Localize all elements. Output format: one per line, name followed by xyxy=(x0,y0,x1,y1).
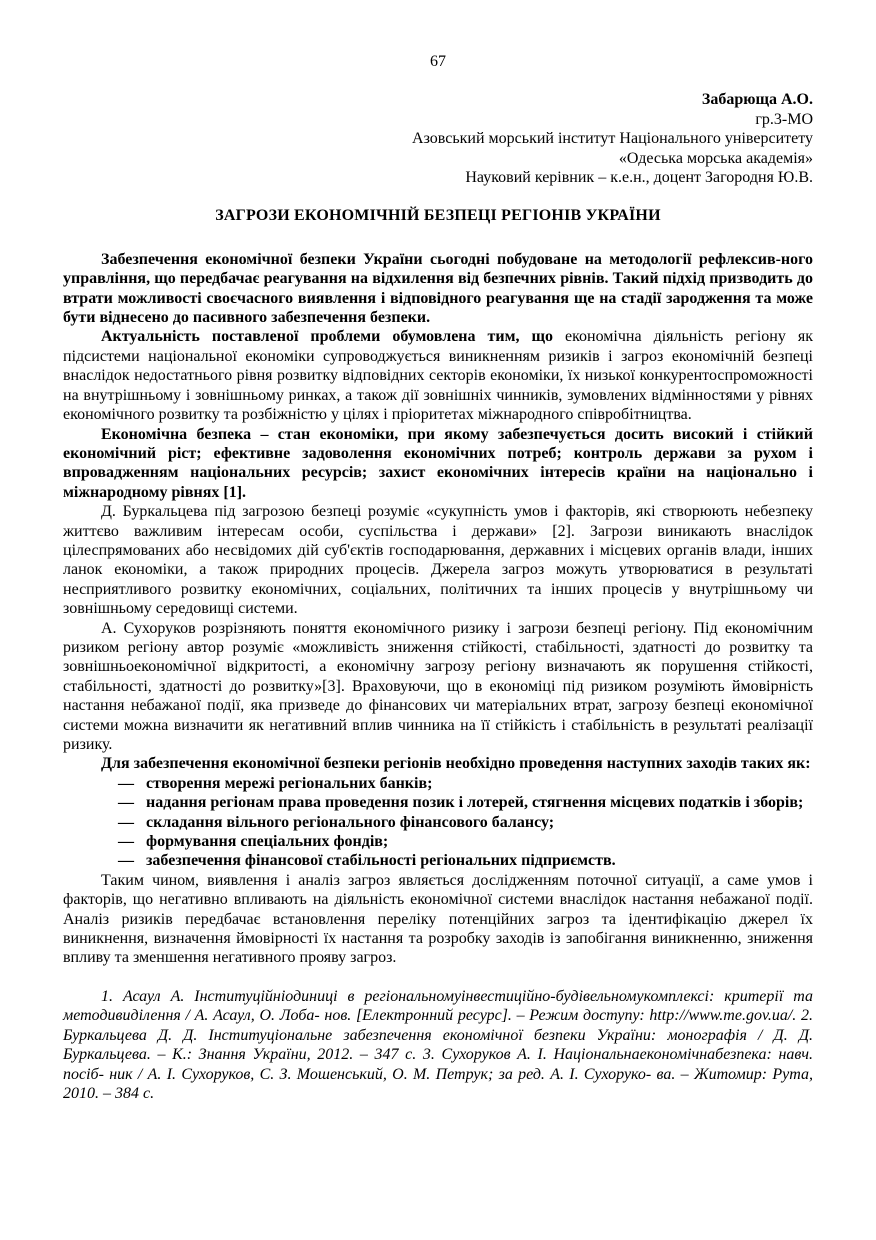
author-group: гр.3-МО xyxy=(755,110,813,128)
list-item xyxy=(63,774,813,793)
list-item xyxy=(63,851,813,870)
references: 1. Асаул А. Інституційніодиниці в регіональномуінвестиційно-будівельномукомплексі: критерії та методивиділення / А. Асаул, О. Лоба- нов. [Електронний ресурс]. – Режим доступу: http://www.me.gov.ua/. 2. Буркальцева Д. Д. Інституціональне забезпечення економічної безпеки України: монографія / Д. Д. Буркальцева. – К.: Знання України, 2012. – 347 с. 3. Сухоруков А. І. Національнаекономічнабезпека: навч. посіб- ник / А. І. Сухоруков, С. З. Мошенський, О. М. Петрук; за ред. А. І. Сухоруко- ва. – Житомир: Рута, 2010. – 384 с. xyxy=(63,987,813,1102)
list-item xyxy=(63,832,813,851)
dash-bullet: — xyxy=(118,813,134,831)
dash-bullet: — xyxy=(118,794,134,812)
paragraph-definition: Економічна безпека – стан економіки, при якому забезпечується досить високий і стійкий економічний ріст; ефективне задоволення економічних потреб; контроль держави за рухом і впровадженням національних ресурсів; захист економічних інтересів країни на національно і міжнародному рівнях [1]. xyxy=(63,425,813,501)
paragraph-measures-lead: Для забезпечення економічної безпеки регіонів необхідно проведення наступних заходів таких як: xyxy=(101,755,811,773)
list-item-text: формування спеціальних фондів; xyxy=(146,833,389,851)
paragraph-intro: Забезпечення економічної безпеки України сьогодні побудоване на методології рефлексив-ного управління, що передбачає реагування на відхилення від безпечних рівнів. Такий підхід призводить до втрати можливості своєчасного виявлення і відповідного реагування ще на стадії зародження та може бути віднесено до пасивного забезпечення безпеки. xyxy=(63,250,813,327)
page-number: 67 xyxy=(430,53,446,70)
paragraph-relevance-rest: економічна діяльність регіону як підсистеми національної економіки супроводжується виникненням ризиків і загроз економічній безпеці внаслідок недостатнього рівня розвитку відповідних секторів економіки, їх низької конкурентоспроможності на внутрішньому і зовнішньому ринках, а також дії зовнішніх чинників, зумовлених відмінностями у рівнях економічного розвитку та розбіжністю у цілях і пріоритетах міжнародного співробітництва. xyxy=(63,328,814,424)
list-item-text: створення мережі регіональних банків; xyxy=(146,774,433,792)
paragraph-relevance xyxy=(63,327,813,424)
paragraph-conclusion: Таким чином, виявлення і аналіз загроз являється дослідженням поточної ситуації, а саме умов і факторів, що негативно впливають на діяльність економічної системи внаслідок настання небажаної події. Аналіз ризиків передбачає встановлення переліку потенційних загроз та ідентифікацію джерел їх виникнення, визначення ймовірності їх настання та розробку заходів із запобігання виникненню, зниження впливу та зменшення негативного прояву загроз. xyxy=(63,871,813,967)
author-name: Забарюща А.О. xyxy=(701,91,813,109)
advisor-line: Науковий керівник – к.е.н., доцент Загородня Ю.В. xyxy=(465,169,813,187)
article-title: ЗАГРОЗИ ЕКОНОМІЧНІЙ БЕЗПЕЦІ РЕГІОНІВ УКРАЇНИ xyxy=(215,207,661,225)
list-item-text: надання регіонам права проведення позик і лотерей, стягнення місцевих податків і зборів; xyxy=(146,794,804,812)
author-block xyxy=(63,90,813,187)
list-item-text: складання вільного регіонального фінансового балансу; xyxy=(146,813,555,831)
institution-line-1: Азовський морський інститут Національного університету xyxy=(412,130,813,148)
dash-bullet: — xyxy=(118,852,134,870)
dash-bullet: — xyxy=(118,774,134,792)
list-item-text: забезпечення фінансової стабільності регіональних підприємств. xyxy=(146,852,616,870)
paragraph-sukhorukov: А. Сухоруков розрізняють поняття економічного ризику і загрози безпеці регіону. Під економічним ризиком регіону автор розуміє «можливість зниження стійкості, стабільності, здатності до розвитку та зовнішньоекономічної відкритості, а економічну загрозу регіону визначають як порушення стійкості, стабільності, здатності до розвитку»[3]. Враховуючи, що в економіці під ризиком розуміють ймовірність настання небажаної події, яка призведе до фінансових чи матеріальних втрат, загрозу безпеці економічної системи можна визначити як негативний вплив чинника на її стійкість і стабільність в результаті реалізації ризику. xyxy=(63,619,813,753)
paragraph-burkaltseva: Д. Буркальцева під загрозою безпеці розуміє «сукупність умов і факторів, які створюють небезпеку життєво важливим інтересам особи, суспільства і держави» [2]. Загрози виникають внаслідок цілеспрямованих або несвідомих дій суб'єктів господарювання, державних і місцевих органів влади, інших ланок економіки, а також природних процесів. Джерела загроз можуть утворюватися в результаті несприятливого розвитку економічних, соціальних, політичних та інших процесів у внутрішньому чи зовнішньому середовищі системи. xyxy=(63,503,813,618)
dash-bullet: — xyxy=(118,833,134,851)
list-item xyxy=(63,793,813,812)
list-item xyxy=(63,813,813,832)
institution-line-2: «Одеська морська академія» xyxy=(618,149,813,167)
measures-list xyxy=(63,774,813,871)
paragraph-relevance-lead: Актуальність поставленої проблеми обумовлена тим, що xyxy=(101,328,565,346)
